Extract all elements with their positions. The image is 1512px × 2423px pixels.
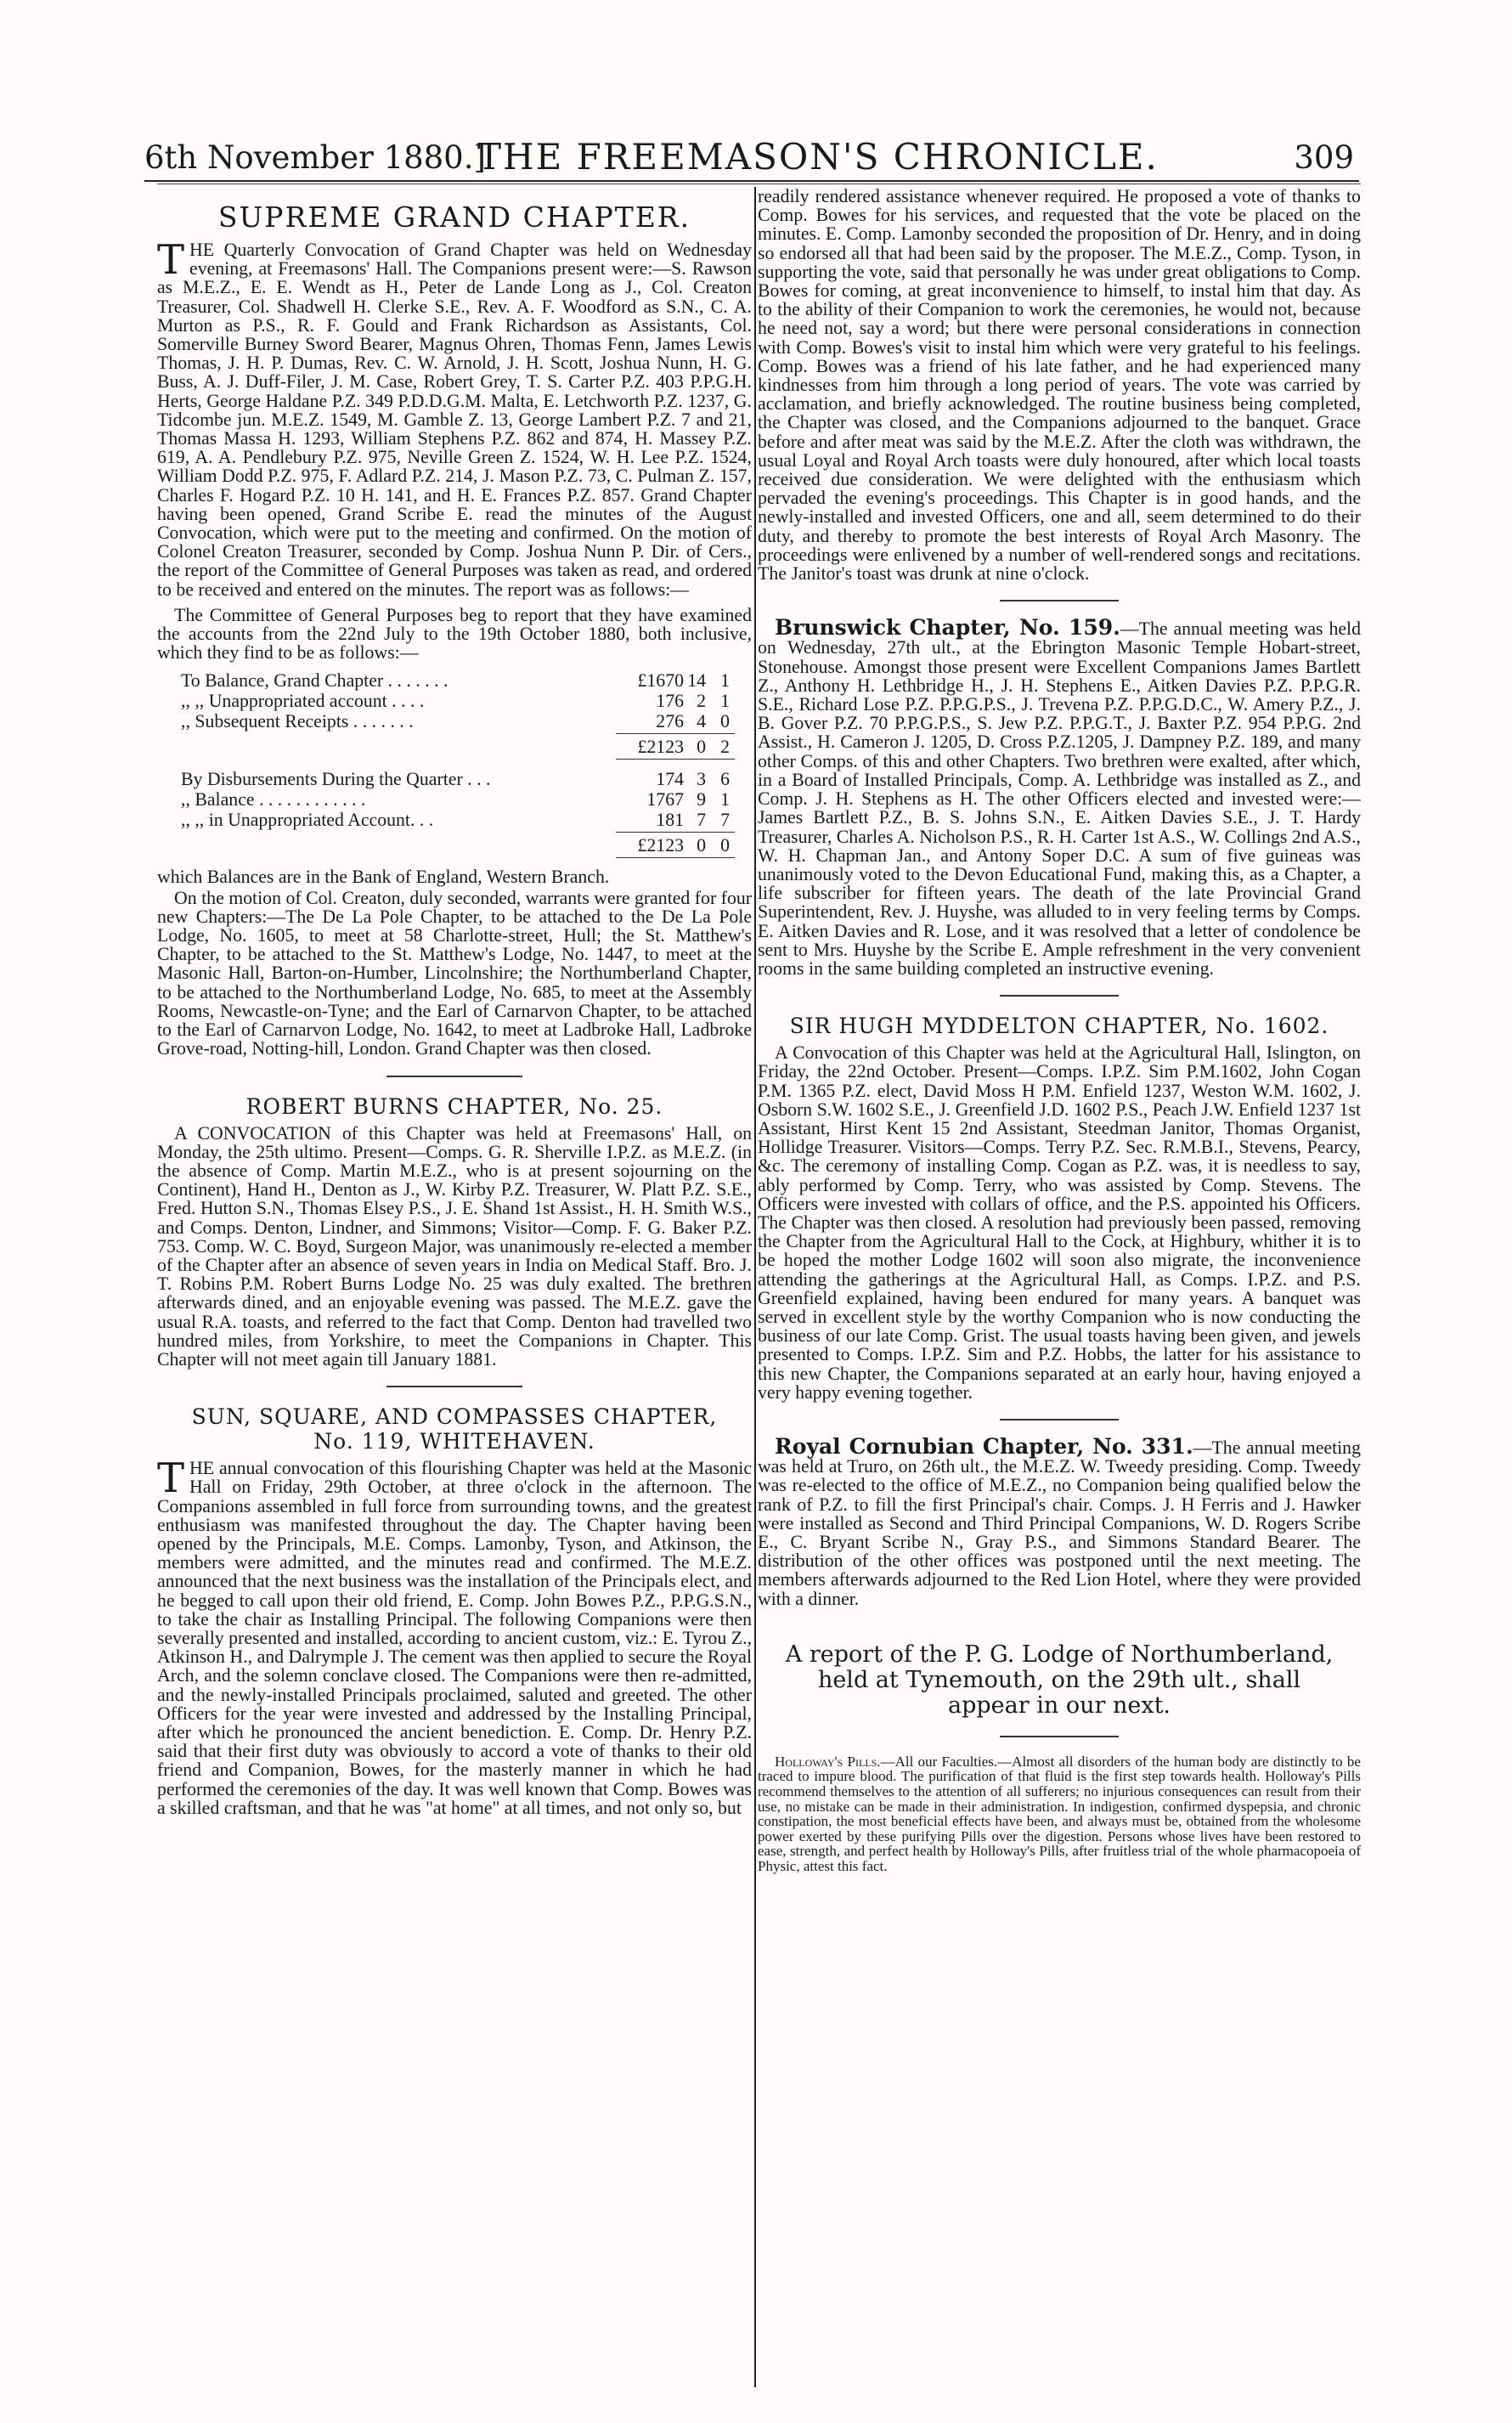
sun-square-heading-1: SUN, SQUARE, AND COMPASSES CHAPTER,: [191, 1404, 718, 1430]
account-row: [157, 810, 752, 830]
holloway-advert: [758, 1754, 1361, 1874]
account-pence: 0: [720, 711, 730, 732]
total-pence: 2: [720, 737, 730, 758]
account-shillings: 7: [697, 810, 706, 831]
robert-burns-para: A CONVOCATION of this Chapter was held at Freemasons' Hall, on Monday, the 25th ultimo. Present—Comps. G. R. Sherville I.P.Z. as M.E.Z. (in the absence of Comp. Martin M.E.Z., who is at present sojourning on the Continent), Hand H., Denton as J., W. Kirby P.Z. Treasurer, W. Platt P.Z. S.E., Fred. Hutton S.N., Thomas Elsey P.S., J. E. Shand 1st Assist., H. H. Smith W.S., and Comps. Denton, Lindner, and Simmons; Visitor—Comp. F. G. Baker P.Z. 753. Comp. W. C. Boyd, Surgeon Major, was unanimously re-elected a member of the Chapter after an absence of seven years in India on Medical Staff. Bro. J. T. Robins P.M. Robert Burns Lodge No. 25 was duly exalted. The brethren afterwards dined, and an enjoyable evening was passed. The M.E.Z. gave the usual R.A. toasts, and referred to the fact that Comp. Denton had travelled two hundred miles, from Yorkshire, to meet the Companions in Chapter. This Chapter will not meet again till January 1881.: [157, 1122, 752, 1370]
supreme-para-2: The Committee of General Purposes beg to report that they have examined the accounts from the 22nd July to the 19th October 1880, both inclusive, which they find to be as follows:—: [157, 604, 752, 664]
sun-square-para: [157, 1454, 752, 1818]
sun-square-dropcap: T: [157, 1454, 185, 1503]
account-pounds: 176: [656, 691, 684, 712]
account-row: [157, 769, 752, 789]
masthead: [144, 129, 1359, 182]
total-shillings: 0: [697, 835, 706, 856]
account-row: [157, 670, 752, 691]
account-pounds: 181: [656, 810, 684, 831]
account-total-row: [157, 835, 752, 856]
account-shillings: 14: [687, 670, 706, 692]
page-number: 309: [1294, 139, 1354, 176]
account-disbursements: [157, 769, 752, 856]
account-row: [157, 691, 752, 711]
column-rule: [754, 187, 756, 2387]
account-pence: 7: [720, 810, 730, 831]
account-label: ,, Subsequent Receipts . . . . . . .: [181, 711, 414, 732]
supreme-grand-chapter-heading: SUPREME GRAND CHAPTER.: [217, 201, 691, 234]
section-divider: [386, 1076, 522, 1077]
account-shillings: 2: [697, 691, 706, 712]
total-pence: 0: [720, 835, 730, 856]
supreme-para-3: which Balances are in the Bank of England, Western Branch.: [157, 867, 610, 888]
total-shillings: 0: [697, 737, 706, 758]
section-divider: [386, 1386, 522, 1387]
myddelton-para: A Convocation of this Chapter was held at the Agricultural Hall, Islington, on Friday, the 22nd October. Present—Comps. I.P.Z. Sim P.M.1602, John Cogan P.M. 1365 P.Z. elect, David Moss H P.M. Enfield 1237, Weston W.M. 1602, J. Osborn S.W. 1602 S.E., J. Greenfield J.D. 1602 P.S., Peach J.W. Enfield 1237 1st Assistant, Hirst Kent 15 2nd Assistant, Steedman Janitor, Thomas Organist, Hollidge Treasurer. Visitors—Comps. Terry P.Z. Sec. R.M.B.I., Stevens, Pearcy, &c. The ceremony of installing Comp. Cogan as P.Z. was, it is needless to say, ably performed by Comp. Terry, who was assisted by Comp. Stevens. The Officers were invested with collars of office, and the P.S. appointed his Officers. The Chapter was then closed. A resolution had previously been passed, removing the Chapter from the Agricultural Hall to the Cock, at Highbury, whither it is to be hoped the mother Lodge 1602 will soon also migrate, the inconvenience attending the gatherings at the Agricultural Hall, as Comps. I.P.Z. and P.S. Greenfield explained, having been endured for many years. A banquet was served in excellent style by the worthy Companion who is now conducting the business of our late Comp. Grist. The usual toasts having been given, and jewels presented to Comps. I.P.Z. Sim and P.Z. Hobbs, the latter for his assistance to this new Chapter, the Companions separated at an early hour, having enjoyed a very happy evening together.: [758, 1042, 1361, 1403]
total-rule-bottom: [616, 759, 735, 760]
account-total-row: [157, 737, 752, 757]
right-column: [758, 187, 1361, 2413]
account-row: [157, 711, 752, 731]
account-pence: 6: [720, 769, 730, 790]
cornubian-chapter-text: —The annual meeting was held at Truro, on 26th ult., the M.E.Z. W. Tweedy presiding. Comp. Tweedy was re-elected to the office of M.E.Z., no Companion being qualified below the rank of P.Z. to fill the first Principal's chair. Comps. J. H Ferris and J. Hawker were installed as Second and Third Principal Companions, W. D. Rogers Scribe E., C. Bryant Scribe N., Gray P.S., and Simmons Standard Bearer. The distribution of the other offices was postponed until the next meeting. The members afterwards adjourned to the Red Lion Hotel, where they were provided with a dinner.: [758, 1437, 1361, 1609]
issue-date: 6th November 1880.]: [144, 139, 486, 176]
account-pence: 1: [720, 691, 730, 712]
cornubian-chapter-heading: Royal Cornubian Chapter, No. 331.: [775, 1433, 1193, 1459]
sun-square-continued: readily rendered assistance whenever required. He proposed a vote of thanks to Comp. Bowes for his services, and requested that the vote be placed on the minutes. E. Comp. Lamonby seconded the proposition of Dr. Henry, and in doing so endorsed all that had been said by the proposer. The M.E.Z., Comp. Tyson, in supporting the vote, said that personally he was under great obligations to Comp. Bowes for coming, at great inconvenience to himself, to instal him that day. As to the ability of their Companion to work the ceremonies, he would not, because he need not, say a word; but there were personal considerations in connection with Comp. Bowes's visit to instal him which were very grateful to his feelings. Comp. Bowes was a friend of his late father, and he had experienced many kindnesses from him through a long period of years. The vote was carried by acclamation, and briefly acknowledged. The routine business being completed, the Chapter was closed, and the Companions adjourned to the banquet. Grace before and after meat was said by the M.E.Z. After the cloth was withdrawn, the usual Loyal and Royal Arch toasts were duly honoured, after which local toasts received due consideration. We were delighted with the enthusiasm which pervaded the evening's proceedings. This Chapter is in good hands, and the newly-installed and invested Officers, one and all, seem determined to do their duty, and thereby to promote the best interests of Royal Arch Masonry. The proceedings were enlivened by a number of well-rendered songs and recitations. The Janitor's toast was drunk at nine o'clock.: [758, 187, 1361, 585]
total-rule-bottom: [616, 857, 735, 858]
advert-text: —All our Faculties.—Almost all disorders of the human body are distinctly to be traced to impure blood. The purification of that fluid is the first step towards health. Holloway's Pills recommend themselves to the attention of all sufferers; no injurious consequences can result from their use, no mistake can be made in their administration. In indigestion, confirmed dyspepsia, and chronic constipation, the most beneficial effects have been, and always must be, obtained from the wholesome power exerted by these purifying Pills over the digestion. Persons whose lives have been restored to ease, strength, and perfect health by Holloway's Pills, after fruitless trial of the whole pharmacopoeia of Physic, attest this fact.: [758, 1753, 1361, 1874]
publication-title: THE FREEMASON'S CHRONICLE.: [477, 136, 1159, 178]
account-pence: 1: [720, 670, 730, 692]
sun-square-para-text: HE annual convocation of this flourishing Chapter was held at the Masonic Hall on Friday, 29th October, at three o'clock in the afternoon. The Companions assembled in full force from surrounding towns, and the greatest enthusiasm was manifested throughout the day. The Chapter having been opened by the Principals, M.E. Comps. Lamonby, Tyson, and Atkinson, the members were admitted, and the minutes read and confirmed. The M.E.Z. announced that the next business was the installation of the Principals elect, and he begged to call upon their old friend, E. Comp. John Bowes P.Z., P.P.G.S.N., to take the chair as Installing Principal. The following Companions were then severally presented and installed, according to ancient custom, viz.: E. Tyrou Z., Atkinson H., and Dalrymple J. The cement was then applied to secure the Royal Arch, and the solemn conclave closed. The Companions were then re-admitted, and the newly-installed Principals proclaimed, saluted and greeted. The other Officers for the year were invested and addressed by the Installing Principal, after which he pronounced the ancient benediction. E. Comp. Dr. Henry P.Z. said that their first duty was obviously to accord a vote of thanks to their old friend and Companion, Bowes, for the masterly manner in which he had performed the ceremonies of the day. It was well known that Comp. Bowes was a skilled craftsman, and that he was "at home" at all times, and not only so, but: [157, 1458, 752, 1818]
account-label: ,, ,, in Unappropriated Account. . .: [181, 810, 434, 831]
section-divider: [1000, 1736, 1119, 1737]
account-pounds: 174: [656, 769, 684, 790]
account-shillings: 3: [697, 769, 706, 790]
account-receipts: [157, 670, 752, 757]
account-pence: 1: [720, 789, 730, 810]
account-pounds: 276: [656, 711, 684, 732]
supreme-dropcap: T: [157, 236, 185, 284]
account-shillings: 9: [697, 789, 706, 810]
account-label: To Balance, Grand Chapter . . . . . . .: [181, 670, 449, 692]
supreme-para-1: [157, 236, 752, 600]
cornubian-chapter-para: [758, 1433, 1361, 1609]
total-rule-top: [616, 832, 735, 833]
supreme-para-1-text: HE Quarterly Convocation of Grand Chapter was held on Wednesday evening, at Freemasons' Hall. The Companions present were:—S. Rawson as M.E.Z., E. E. Wendt as H., Peter de Lande Long as J., Col. Creaton Treasurer, Col. Shadwell H. Clerke S.E., Rev. A. F. Woodford as S.N., C. A. Murton as P.S., R. F. Gould and Frank Richardson as Assistants, Col. Somerville Burney Sword Bearer, Magnus Ohren, Thomas Fenn, James Lewis Thomas, J. H. P. Dumas, Rev. C. W. Arnold, J. H. Scott, Joshua Nunn, H. G. Buss, A. J. Duff-Filer, J. M. Case, Robert Grey, T. S. Carter P.Z. 403 P.P.G.H. Herts, George Haldane P.Z. 349 P.D.D.G.M. Malta, E. Letchworth P.Z. 1237, G. Tidcombe jun. M.E.Z. 1549, M. Gamble Z. 13, George Lambert P.Z. 7 and 21, Thomas Massa H. 1293, William Stephens P.Z. 862 and 874, H. Massey P.Z. 619, A. A. Pendlebury P.Z. 975, Neville Green Z. 1524, W. H. Lee P.Z. 1524, William Dodd P.Z. 975, F. Adlard P.Z. 214, J. Mason P.Z. 73, C. Pulman Z. 157, Charles F. Hogard P.Z. 10 H. 141, and H. E. Frances P.Z. 857. Grand Chapter having been opened, Grand Scribe E. read the minutes of the August Convocation, which were put to the meeting and confirmed. On the motion of Colonel Creaton Treasurer, seconded by Comp. Joshua Nunn P. Dir. of Cers., the report of the Committee of General Purposes was taken as read, and ordered to be received and entered on the minutes. The report was as follows:—: [157, 240, 752, 600]
supreme-para-4: On the motion of Col. Creaton, duly seconded, warrants were granted for four new Chapters:—The De La Pole Chapter, to be attached to the De La Pole Lodge, No. 1605, to meet at 58 Charlotte-street, Hull; the St. Matthew's Chapter, to be attached to the St. Matthew's Lodge, No. 1447, to meet at the Masonic Hall, Barton-on-Humber, Lincolnshire; the Northumberland Chapter, to be attached to the Northumberland Lodge, No. 685, to meet at the Assembly Rooms, Newcastle-on-Tyne; and the Earl of Carnarvon Chapter, to be attached to the Earl of Carnarvon Lodge, No. 1642, to meet at Ladbroke Hall, Ladbroke Grove-road, Notting-hill, London. Grand Chapter was then closed.: [157, 887, 752, 1059]
robert-burns-heading: ROBERT BURNS CHAPTER, No. 25.: [245, 1093, 663, 1119]
account-label: ,, ,, Unappropriated account . . . .: [181, 691, 425, 712]
account-pounds: 1767: [646, 789, 684, 810]
total-pounds: £2123: [637, 835, 684, 856]
section-divider: [1000, 600, 1119, 602]
editorial-notice: A report of the P. G. Lodge of Northumberland, held at Tynemouth, on the 29th ult., shall appear in our next.: [785, 1641, 1334, 1719]
myddelton-heading: SIR HUGH MYDDELTON CHAPTER, No. 1602.: [789, 1014, 1329, 1039]
account-shillings: 4: [697, 711, 706, 732]
account-row: [157, 789, 752, 810]
total-rule-top: [616, 733, 735, 734]
section-divider: [1000, 995, 1119, 997]
account-label: ,, Balance . . . . . . . . . . . .: [181, 789, 366, 810]
sun-square-heading-2: No. 119, WHITEHAVEN.: [313, 1429, 595, 1454]
brunswick-chapter-para: [758, 615, 1361, 979]
brunswick-chapter-heading: Brunswick Chapter, No. 159.: [775, 615, 1120, 641]
section-divider: [1000, 1419, 1119, 1420]
left-column: [157, 187, 752, 2413]
advert-heading: Holloway's Pills.: [775, 1753, 881, 1770]
account-label: By Disbursements During the Quarter . . .: [181, 769, 491, 790]
total-pounds: £2123: [637, 737, 684, 758]
brunswick-chapter-text: —The annual meeting was held on Wednesday, 27th ult., at the Ebrington Masonic Temple Hobart-street, Stonehouse. Amongst those present were Excellent Companions James Bartlett Z., Anthony H. Lethbridge H., J. H. Stephens E., Aitken Davies P.Z. P.P.G.R. S.E., Richard Lose P.Z. P.P.G.P.S., J. Trevena P.Z. P.P.G.D.C., W. Amery P.Z., J. B. Gover P.Z. 70 P.P.G.P.S., S. Jew P.Z. P.P.G.T., J. Baxter P.Z. 954 P.P.G. 2nd Assist., H. Cameron J. 1205, D. Cross P.Z.1205, J. Dampney P.Z. 189, and many other Comps. of this and other Chapters. Two brethren were exalted, after which, in a Board of Installed Principals, Comp. A. Lethbridge was installed as Z., and Comp. J. H. Stephens as H. The other Officers elected and invested were:—James Bartlett P.Z., B. S. Johns S.N., E. Aitken Davies S.E., J. T. Hardy Treasurer, Charles A. Nicholson P.S., R. H. Carter 1st A.S., W. Collings 2nd A.S., W. H. Chapman Jan., and Antony Soper D.C. A sum of five guineas was unanimously voted to the Devon Educational Fund, making this, as a Chapter, a life subscriber for fifteen years. The death of the late Provincial Grand Superintendent, Rev. J. Huyshe, was alluded to in very feeling terms by Comps. E. Aitken Davies and R. Lose, and it was resolved that a letter of condolence be sent to Mrs. Huyshe by the Scribe E. Ample refreshment in the very convenient rooms in the same building completed an instructive evening.: [758, 618, 1361, 979]
account-pounds: £1670: [637, 670, 684, 692]
